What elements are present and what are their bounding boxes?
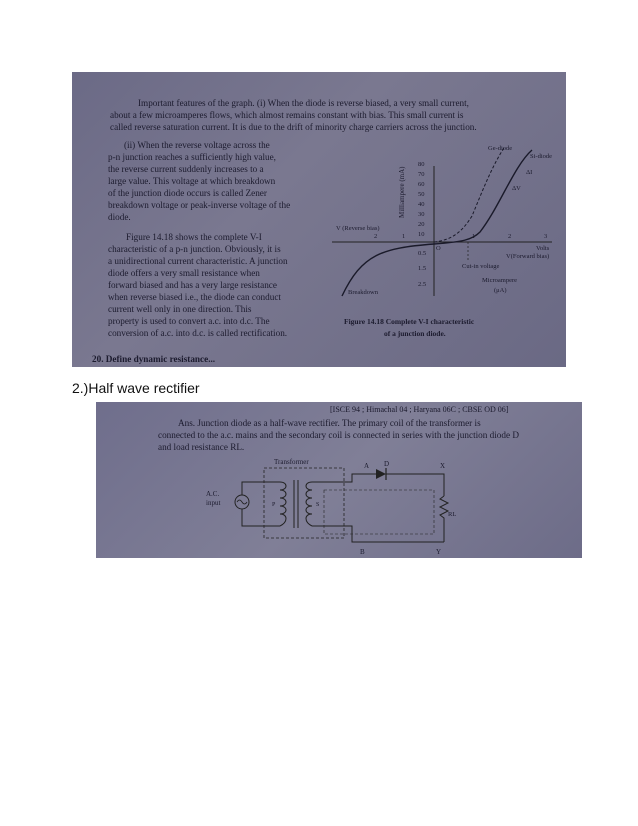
current-path-dashed (324, 490, 434, 534)
reverse-bias-label: V (Reverse bias) (336, 225, 380, 232)
page-footer-text: 20. Define dynamic resistance... (92, 354, 216, 364)
para2-line-1: (ii) When the reverse voltage across the (124, 140, 270, 150)
secondary-coil (306, 482, 312, 526)
point-y-label: Y (436, 548, 442, 556)
point-b-label: B (360, 548, 365, 556)
para2-line-5: of the junction diode occurs is called Zener (108, 188, 267, 198)
primary-wire (242, 482, 280, 495)
xtick: 2 (508, 233, 512, 240)
neg-tick: 0.5 (418, 250, 427, 257)
textbook-photo-vi-characteristic (72, 72, 566, 367)
primary-coil (280, 482, 286, 526)
ytick: 40 (418, 201, 425, 208)
para1-line-3: called reverse saturation current. It is due to the drift of minority charge carriers across the junction. (110, 122, 477, 132)
neg-tick: 2.5 (418, 281, 427, 288)
para3-line-6: when reverse biased i.e., the diode can conduct (108, 292, 281, 302)
xtick: 1 (472, 233, 476, 240)
para3-line-2: characteristic of a p-n junction. Obviously, it is (108, 244, 281, 254)
diode-symbol (376, 469, 386, 479)
vi-characteristic-graph (322, 136, 566, 346)
xtick: 1 (402, 233, 406, 240)
breakdown-label: Breakdown (348, 289, 378, 296)
ytick: 70 (418, 171, 425, 178)
y-axis-label: Milliampere (mA) (398, 166, 406, 218)
forward-bias-label: V(Forward bias) (506, 253, 550, 260)
transformer-box (264, 468, 344, 538)
figure-caption-1: Figure 14.18 Complete V-I characteristic (344, 317, 475, 326)
secondary-label: S (316, 502, 320, 508)
para2-line-3: the reverse current suddenly increases to a (108, 164, 264, 174)
exam-references: [ISCE 94 ; Himachal 04 ; Haryana 06C ; CBSE OD 06] (330, 405, 509, 414)
si-diode-curve (342, 150, 532, 296)
para3-line-1: Figure 14.18 shows the complete V-I (126, 232, 262, 242)
microampere-label: Microampere (482, 277, 518, 284)
microampere-unit: (μA) (494, 287, 507, 294)
transformer-label: Transformer (274, 458, 309, 466)
para3-line-4: diode offers a very small resistance when (108, 268, 260, 278)
answer-line-3: and load resistance RL. (158, 442, 245, 452)
ytick: 20 (418, 221, 425, 228)
para2-line-2: p-n junction reaches a sufficiently high value, (108, 152, 276, 162)
para1-line-1: Important features of the graph. (i) When the diode is reverse biased, a very small current, (138, 98, 469, 108)
half-wave-rectifier-circuit (204, 456, 457, 556)
para3-line-9: conversion of a.c. into d.c. is called rectification. (108, 328, 288, 338)
xtick: 3 (544, 233, 548, 240)
origin-label: O (436, 245, 441, 252)
point-a-label: A (364, 462, 370, 470)
primary-wire-bottom (242, 509, 280, 526)
para2-line-4: large value. This voltage at which breakdown (108, 176, 276, 186)
ytick: 10 (418, 231, 425, 238)
load-resistor-label: RL (448, 511, 457, 518)
para3-line-5: forward biased and has a very large resistance (108, 280, 277, 290)
ge-diode-label: Ge-diode (488, 145, 513, 152)
para1-line-2: about a few microamperes flows, which almost remains constant with bias. This small current is (110, 110, 464, 120)
load-resistor (440, 496, 448, 542)
ac-input-label-1: A.C. (206, 490, 220, 498)
point-x-label: X (440, 462, 446, 470)
figure-caption-2: of a junction diode. (384, 329, 446, 338)
ge-diode-curve (434, 148, 504, 242)
ac-input-label-2: input (206, 499, 221, 507)
para2-line-6: breakdown voltage or peak-inverse voltage of the (108, 200, 291, 210)
answer-line-1: Ans. Junction diode as a half-wave rectifier. The primary coil of the transformer is (178, 418, 481, 428)
textbook-photo-half-wave-rectifier (96, 402, 582, 558)
xtick: 2 (374, 233, 378, 240)
cut-in-label: Cut-in voltage (462, 263, 500, 270)
ytick: 30 (418, 211, 425, 218)
para3-line-3: a unidirectional current characteristic. A junction (108, 256, 288, 266)
ac-wave (237, 500, 247, 504)
delta-i-label: ΔI (526, 169, 533, 176)
diode-label: D (384, 460, 390, 468)
answer-line-2: connected to the a.c. mains and the secondary coil is connected in series with the junction diode D (158, 430, 520, 440)
ytick: 50 (418, 191, 425, 198)
para2-line-7: diode. (108, 212, 131, 222)
para3-line-8: property is used to convert a.c. into d.c. The (108, 316, 270, 326)
ytick: 60 (418, 181, 425, 188)
para3-line-7: current well only in one direction. This (108, 304, 252, 314)
delta-v-label: ΔV (512, 185, 521, 192)
neg-tick: 1.5 (418, 265, 427, 272)
output-wire-top (386, 474, 444, 496)
ytick: 80 (418, 161, 425, 168)
volts-label: Volts (536, 245, 550, 252)
primary-label: P (272, 502, 276, 508)
si-diode-label: Si-diode (530, 153, 553, 160)
section-caption: 2.)Half wave rectifier (72, 380, 200, 396)
